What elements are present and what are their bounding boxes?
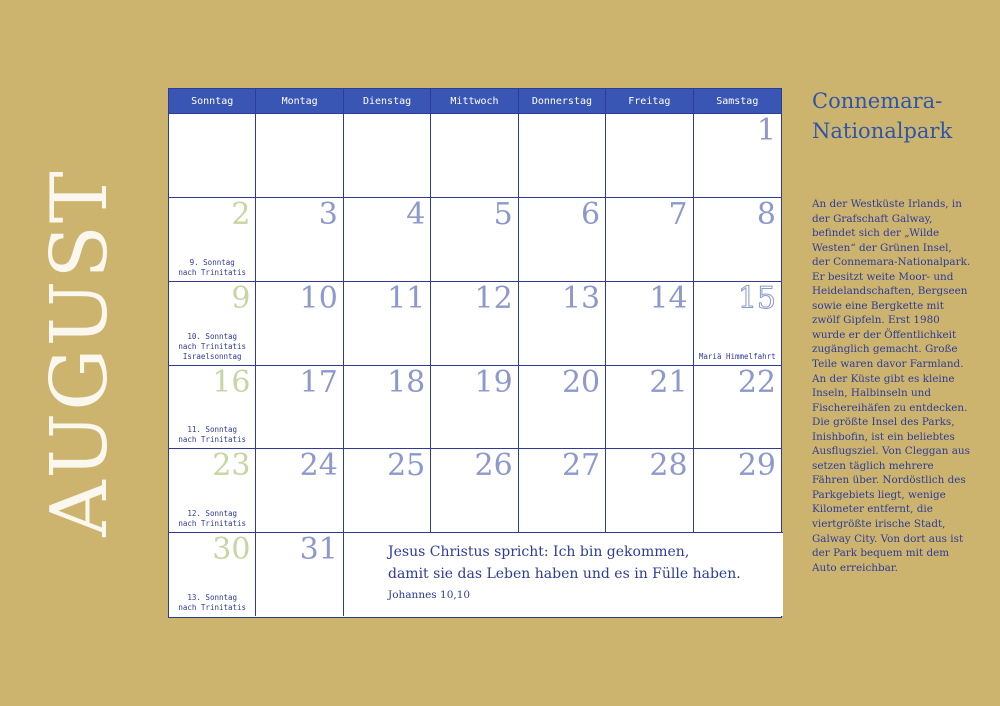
day-number: 1	[756, 113, 776, 148]
weekday-monday: Montag	[256, 89, 343, 113]
day-cell	[344, 448, 431, 532]
day-cell	[519, 113, 606, 197]
day-cell	[169, 448, 256, 532]
weekday-friday: Freitag	[606, 89, 693, 113]
day-number: 7	[668, 196, 688, 232]
day-number: 31	[299, 532, 338, 568]
day-cell	[694, 365, 781, 449]
day-note: 11. Sonntag nach Trinitatis	[178, 425, 247, 445]
day-cell	[519, 197, 606, 281]
day-number: 20	[561, 364, 601, 400]
weekday-sunday: Sonntag	[169, 89, 256, 113]
day-cell	[519, 365, 606, 449]
day-cell	[169, 197, 256, 281]
day-note: 13. Sonntag nach Trinitatis	[178, 593, 247, 612]
day-number: 23	[212, 448, 251, 484]
bible-quote	[344, 532, 783, 616]
day-cell	[344, 197, 431, 281]
day-number: 28	[649, 448, 688, 484]
day-cell	[256, 281, 343, 365]
day-number: 5	[493, 196, 513, 232]
day-cell	[431, 281, 518, 365]
day-number: 30	[212, 532, 251, 568]
day-cell	[256, 113, 343, 197]
day-number: 27	[561, 448, 601, 484]
quote-line: Jesus Christus spricht: Ich bin gekommen,	[388, 544, 690, 560]
day-number: 17	[299, 364, 338, 400]
day-cell	[431, 365, 518, 449]
day-cell	[169, 113, 256, 197]
day-note: 10. Sonntag nach Trinitatis Israelsonntag	[178, 331, 247, 361]
weekday-saturday: Samstag	[716, 95, 759, 107]
day-number: 8	[756, 196, 776, 232]
calendar-grid	[168, 88, 782, 618]
day-cell	[169, 532, 256, 616]
day-cell	[256, 532, 343, 616]
day-number: 13	[561, 280, 601, 316]
day-number: 29	[737, 448, 776, 484]
day-number: 2	[231, 196, 251, 232]
day-number: 16	[212, 364, 251, 400]
day-cell	[694, 281, 781, 365]
day-cell	[519, 281, 606, 365]
day-cell	[256, 448, 343, 532]
day-cell	[694, 448, 781, 532]
day-note: Mariä Himmelfahrt	[698, 351, 776, 361]
day-cell	[344, 113, 431, 197]
day-cell	[606, 365, 693, 449]
day-cell	[344, 281, 431, 365]
day-cell	[431, 448, 518, 532]
weekday-thursday: Donnerstag	[519, 89, 606, 113]
day-number: 6	[581, 196, 601, 232]
day-cell	[606, 448, 693, 532]
day-number: 4	[406, 196, 426, 232]
day-cell	[256, 197, 343, 281]
day-number: 10	[299, 280, 338, 316]
day-number: 14	[649, 280, 688, 316]
day-cell	[344, 365, 431, 449]
day-cell	[169, 365, 256, 449]
day-note: 12. Sonntag nach Trinitatis	[178, 509, 247, 529]
day-cell	[431, 197, 518, 281]
day-number: 3	[318, 196, 338, 232]
day-number: 15	[737, 280, 776, 316]
day-cell	[694, 197, 781, 281]
day-cell	[431, 113, 518, 197]
weekday-tuesday: Dienstag	[344, 89, 431, 113]
day-number: 22	[737, 364, 776, 400]
day-cell	[169, 281, 256, 365]
day-number: 11	[387, 280, 426, 316]
quote-line: damit sie das Leben haben und es in Fülle haben.	[388, 566, 741, 582]
day-number: 19	[474, 364, 513, 400]
day-cell	[694, 113, 781, 197]
day-number: 25	[387, 448, 426, 484]
weekday-header	[169, 89, 781, 113]
month-title: AUGUST	[35, 169, 125, 537]
quote-text	[388, 541, 768, 585]
day-cell	[606, 281, 693, 365]
day-number: 24	[299, 448, 338, 484]
day-number: 18	[387, 364, 426, 400]
day-grid	[169, 113, 781, 616]
day-note: 9. Sonntag nach Trinitatis	[178, 257, 247, 277]
weekday-wednesday: Mittwoch	[431, 89, 518, 113]
quote-reference: Johannes 10,10	[388, 589, 471, 601]
day-cell	[256, 365, 343, 449]
day-number: 9	[231, 280, 251, 316]
sidebar-text: An der Westküste Irlands, in der Grafschaft Galway, befindet sich der „Wilde Westen“ der Grünen Insel, der Connemara-Nationalpark. Er besitzt weite Moor- und Heidelandschaften, Bergseen sowie eine Bergkette mit zwölf Gipfeln. Erst 1980 wurde er der Öffentlichkeit zugänglich gemacht. Große Teile waren davor Farmland. An der Küste gibt es kleine Inseln, Halbinseln und Fischereihäfen zu entdecken. Die größte Insel des Parks, Inishbofin, ist ein beliebtes Ausflugsziel. Von Cleggan aus setzen täglich mehrere Fähren über. Nordöstlich des Parkgebiets liegt, wenige Kilometer entfernt, die viertgrößte irische Stadt, Galway City. Von dort aus ist der Park bequem mit dem Auto erreichbar.	[812, 198, 971, 574]
day-number: 21	[649, 364, 688, 400]
day-cell	[606, 197, 693, 281]
day-cell	[606, 113, 693, 197]
day-number: 12	[474, 280, 513, 316]
day-cell	[519, 448, 606, 532]
sidebar-title: Connemara-Nationalpark	[812, 89, 953, 143]
day-number: 26	[474, 448, 513, 484]
